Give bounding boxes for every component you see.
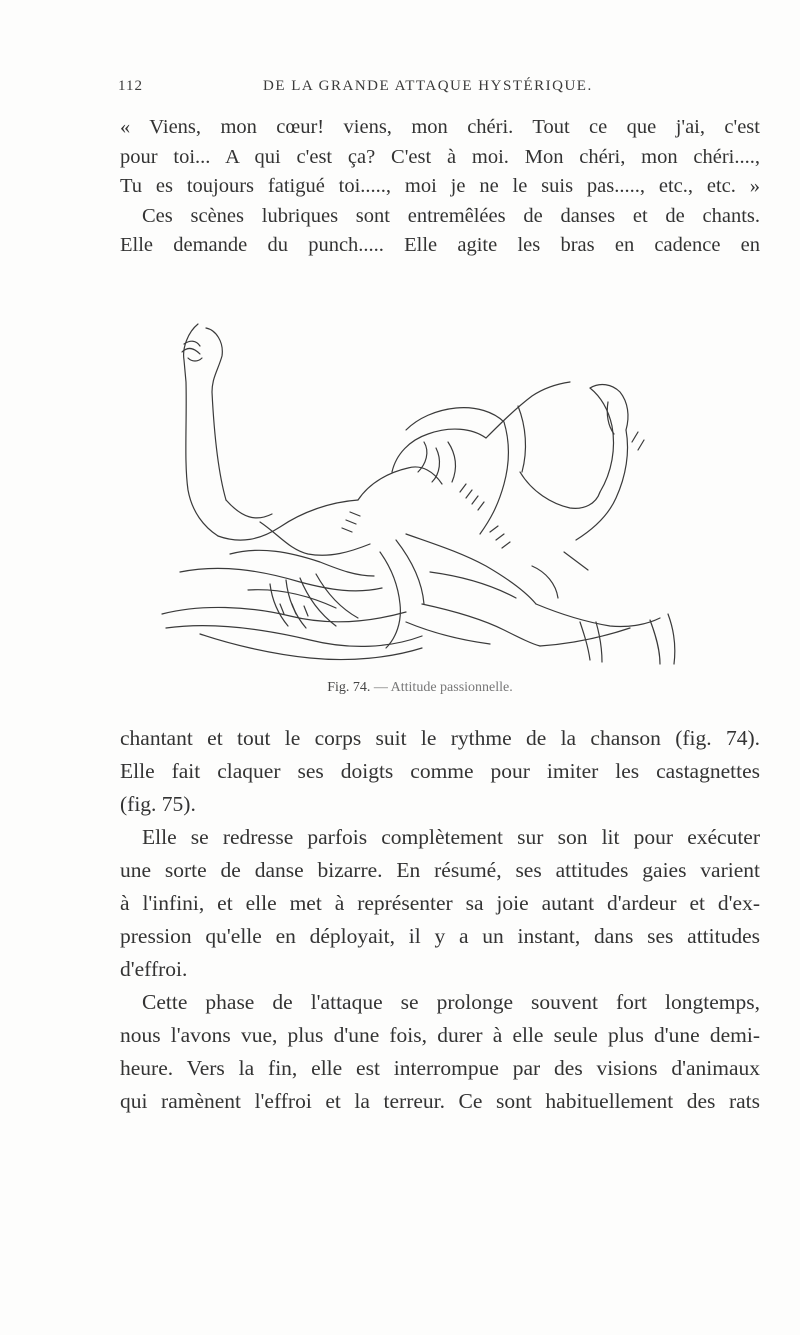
caption-text: Attitude passionnelle. <box>390 680 513 695</box>
figure-caption <box>0 680 800 696</box>
figure-illustration <box>160 322 720 667</box>
text-line: Tu es toujours fatigué toi....., moi je ne le suis pas....., etc., etc. » <box>120 175 760 197</box>
text-line: une sorte de danse bizarre. En résumé, ses attitudes gaies varient <box>120 858 760 882</box>
text-line: Elle demande du punch..... Elle agite les bras en cadence en <box>120 234 760 256</box>
text-line: Ces scènes lubriques sont entremêlées de danses et de chants. <box>142 204 760 227</box>
chapter-title: DE LA GRANDE ATTAQUE HYSTÉRIQUE. <box>263 78 593 94</box>
text-line: pression qu'elle en déployait, il y a un instant, dans ses attitudes <box>120 924 760 948</box>
figure-drawing <box>160 322 720 667</box>
text-line: chantant et tout le corps suit le rythme de la chanson (fig. 74). <box>120 726 760 750</box>
caption-separator: — <box>373 680 388 695</box>
text-line: nous l'avons vue, plus d'une fois, durer à elle seule plus d'une demi- <box>120 1023 760 1047</box>
paragraph-top <box>120 113 760 261</box>
text-line: à l'infini, et elle met à représenter sa joie autant d'ardeur et d'ex- <box>120 891 760 915</box>
figure-label: Fig. 74. <box>327 680 371 695</box>
page-number: 112 <box>118 78 143 94</box>
text-line: qui ramènent l'effroi et la terreur. Ce sont habituellement des rats <box>120 1089 760 1113</box>
text-line: (fig. 75). <box>120 792 196 816</box>
text-line: « Viens, mon cœur! viens, mon chéri. Tout ce que j'ai, c'est <box>120 116 760 138</box>
running-head <box>118 78 678 104</box>
paragraph-bottom <box>120 722 760 1118</box>
text-line: Elle se redresse parfois complètement sur son lit pour exécuter <box>142 825 760 849</box>
text-line: d'effroi. <box>120 957 188 981</box>
text-line: Elle fait claquer ses doigts comme pour imiter les castagnettes <box>120 759 760 783</box>
text-line: pour toi... A qui c'est ça? C'est à moi. Mon chéri, mon chéri...., <box>120 145 760 168</box>
text-line: heure. Vers la fin, elle est interrompue par des visions d'animaux <box>120 1056 760 1080</box>
text-line: Cette phase de l'attaque se prolonge souvent fort longtemps, <box>142 990 760 1014</box>
